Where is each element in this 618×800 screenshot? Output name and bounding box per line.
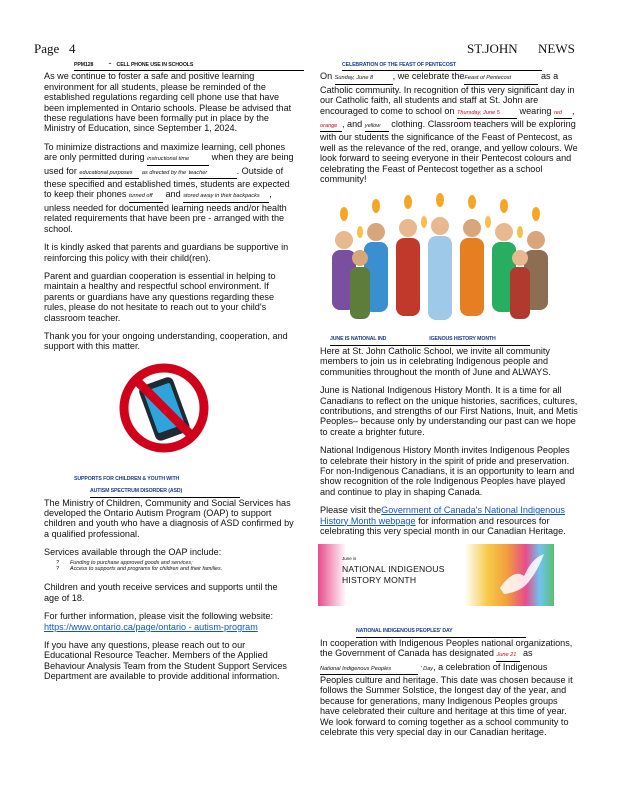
oap-website-text: For further information, please visit the following website: https://www.ontario.ca/page/ontario - autism-program [44,611,273,632]
school-name: ST.JOHN [467,41,518,56]
bird-icon [494,548,548,602]
banner-small-text: June is [342,556,357,562]
supports-heading: SUPPORTS FOR CHILDREN & YOUTH WITH AUTISM SPECTRUM DISORDER (ASD) [74,472,294,498]
no-phone-icon [118,362,210,454]
oap-age-text: Children and youth receive services and supports until the age of 18. [44,582,278,603]
pentecost-heading: CELEBRATION OF THE FEAST OF PENTECOST [342,58,542,71]
cell-policy-rules: To minimize distractions and maximize learning, cell phones are only permitted during instructional time when they are being used for educational purposes as directed by the teacher . Outside of these specified and established times, students are expected to keep their phones turned off and stored away in their backpacks , unless needed for documented learning needs and/or health related requirements that have been pre - arranged with the school. [44,141,294,234]
news-label: NEWS [538,41,575,56]
indigenous-month-text: June is National Indigenous History Month. It is a time for all Canadians to reflect on the unique histories, sacrifices, cultures, contributions, and strengths of our First Nations, Inuit, and Metis Peoples– because only by understanding our past can we hope to create a brighter future. [320,385,578,437]
right-column [320,58,578,745]
oap-intro: The Ministry of Children, Community and Social Services has developed the Ontario Autism Program (OAP) to support children and youth who have a diagnosis of ASD confirmed by a qualified professional. [44,497,294,539]
left-column [44,58,294,690]
indigenous-month-banner [318,544,554,606]
pentecost-illustration [324,192,556,326]
thank-you-text: Thank you for your ongoing understanding, cooperation, and support with this matter. [44,330,288,352]
banner-line1: NATIONAL INDIGENOUS [342,564,445,575]
oap-services-list [56,560,294,573]
npd-heading: NATIONAL INDIGENOUS PEOPLES' DAY [356,624,526,637]
cell-policy-intro: As we continue to foster a safe and positive learning environment for all students, please be reminded of the established regulations regarding cell phone use that have been implemented in Ontario schools. Please be advised that these regulations have been formally put in place by the Ministry of Education, since September 1, 2024. [44,71,292,134]
indigenous-resources-text: Please visit theGovernment of Canada's National Indigenous History Month webpage for information and resources for celebrating this very special month in our Canadian Heritage. [320,505,566,536]
parent-support-text: It is kindly asked that parents and guardians be supportive in reinforcing this policy with their child(ren). [44,242,289,263]
indigenous-celebrate-text: National Indigenous History Month invites Indigenous Peoples to celebrate their history in the spirit of pride and preservation. For non-Indigenous Canadians, it is an opportunity to learn and show recognition of the role Indigenous Peoples have played and continue to play in shaping Canada. [320,445,575,497]
indigenous-month-link[interactable]: Government of Canada's National Indigenous History Month webpage [320,505,565,526]
list-item: ? Access to supports and programs for children and their families. [56,566,294,572]
banner-line2: HISTORY MONTH [342,575,417,586]
pentecost-text: On Sunday, June 8 , we celebrate theFeast of Pentecost as a Catholic community. In recognition of this very significant day in our Catholic faith, all students and staff at St. John are encouraged to come to school on Thursday, June 5 wearing red , orange , and yellow clothing. Classroom teachers will be exploring with our students the significance of the Feast of Pentecost, as well as the relevance of the red, orange, and yellow colours. We look forward to seeing everyone in their Pentecost colours and celebrating the Feast of Pentecost together as a school community! [320,71,578,185]
oap-services-label: Services available through the OAP include: [44,547,222,558]
npd-text: In cooperation with Indigenous Peoples national organizations, the Government of Canada has designated June 21 as National Indigenous Peoples ' Day, a celebration of Indigenous Peoples culture and heritage. This date was chosen because it follows the Summer Solstice, the longest day of the year, and because for generations, many Indigenous Peoples groups have celebrated their culture and heritage at this time of year. We look forward to coming together as a school community to celebrate this very special day in our Canadian heritage. [320,637,573,738]
oap-contact-text: If you have any questions, please reach out to our Educational Resource Teacher. Members of the Applied Behaviour Analysis Team from the Student Support Services Department are available to provide additional information. [44,640,287,682]
indigenous-month-heading: JUNE IS NATIONAL IND IGENOUS HISTORY MONTH [330,332,530,345]
list-item: ? Funding to purchase approved goods and services; [56,560,294,566]
oap-website-link[interactable]: https://www.ontario.ca/page/ontario - autism-program [44,621,258,632]
parent-cooperation-text: Parent and guardian cooperation is essential in helping to maintain a healthy and respectful school environment. If parents or guardians have any questions regarding these rules, please do not hesitate to reach out to your child's classroom teacher. [44,270,276,323]
indigenous-invite-text: Here at St. John Catholic School, we invite all community members to join us in celebrating Indigenous people and communities throughout the month of June and ALWAYS. [320,345,551,377]
ppm-heading: PPM128 - CELL PHONE USE IN SCHOOLS [74,58,304,71]
page-label: Page 4 [34,41,76,56]
